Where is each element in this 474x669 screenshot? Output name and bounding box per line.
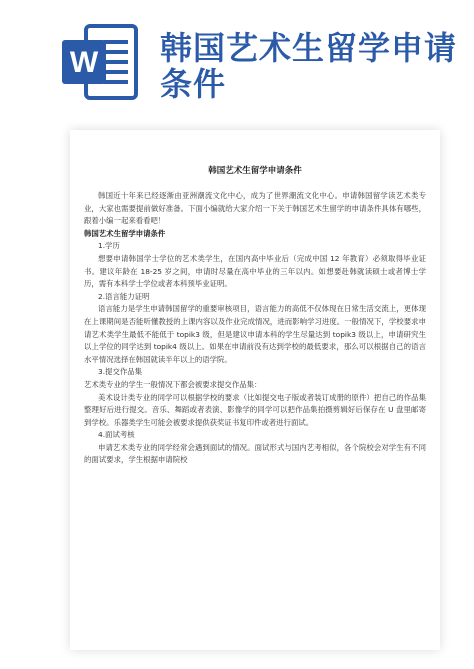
section-heading: 韩国艺术生留学申请条件 <box>84 228 166 238</box>
word-document-icon <box>60 22 140 102</box>
main-title: 韩国艺术生留学申请条件 <box>160 29 458 103</box>
document-title: 韩国艺术生留学申请条件 <box>208 166 302 176</box>
page-header <box>0 0 474 110</box>
body-paragraph: 艺术类专业的学生一般情况下都会被要求提交作品集： <box>84 379 262 389</box>
subsection-heading: 1.学历 <box>98 241 120 251</box>
body-paragraph: 美术设计类专业的同学可以根据学校的要求（比如提交电子版或者装订成册的原件）把自己的作品集整理好后进行提交。音乐、舞蹈或者表演、影像学的同学可以把作品集拍摄剪辑好后保存在 U 盘里邮寄到学校。乐器类学生可能会被要求提供获奖证书复印件或者进行面试。 <box>84 392 426 427</box>
document-body <box>84 164 426 467</box>
body-paragraph: 申请艺术类专业的同学经常会遇到面试的情况。面试形式与国内艺考相似，各个院校会对学生有不同的面试要求，学生根据申请院校 <box>84 442 426 465</box>
document-page <box>70 130 440 650</box>
word-icon-letter: W <box>69 46 99 79</box>
subsection-heading: 2.语言能力证明 <box>98 291 150 301</box>
paragraph-list <box>84 190 426 467</box>
body-paragraph: 想要申请韩国学士学位的艺术类学生，在国内高中毕业后（完成中国 12 年教育）必须取得毕业证书。建议年龄在 18-25 岁之间，申请时尽量在高中毕业的三年以内。如想要赴韩就读硕士或者博士学历，需有本科学士学位或者本科预毕业证明。 <box>84 253 426 289</box>
body-paragraph: 语言能力是学生申请韩国留学的重要审核项目，语言能力的高低不仅体现在日常生活交流上，更体现在上课期间是否能听懂教授的上课内容以及作业完成情况，进而影响学习进度。一般情况下，学校要求申请艺术类学生最低不能低于 topik3 级，但是建议申请本科的学生尽量达到 topik3 级以上，申请研究生以上学位的同学达到 topik4 级以上。如果在申请前没有达到学校的最低要求，那么可以根据自己的语言水平情况选择在韩国就读半年以上的语学院。 <box>84 304 426 364</box>
body-paragraph: 韩国近十年来已经逐渐由亚洲潮流文化中心，成为了世界潮流文化中心。申请韩国留学读艺术类专业，大家也需要提前做好准备。下面小编就给大家介绍一下关于韩国艺术生留学的申请条件具体有哪些，跟着小编一起来看看吧！ <box>84 191 426 226</box>
subsection-heading: 3.提交作品集 <box>98 367 143 377</box>
subsection-heading: 4.面试考核 <box>98 430 135 440</box>
